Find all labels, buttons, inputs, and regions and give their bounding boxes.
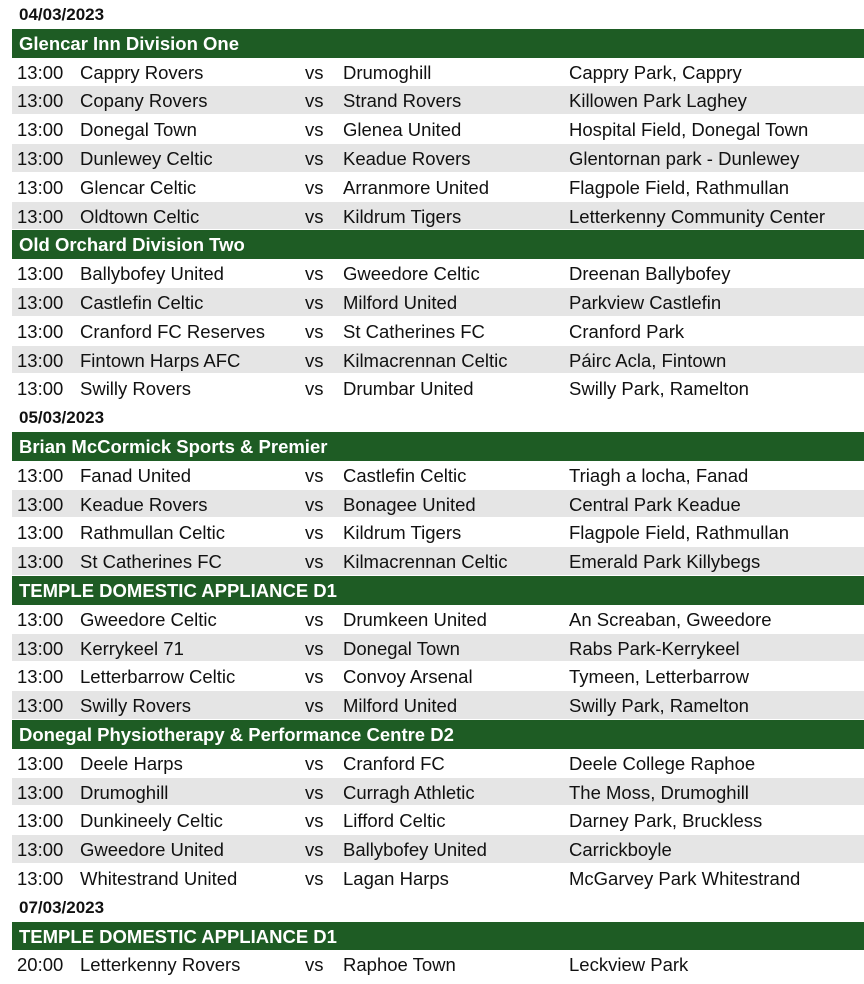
kickoff-time: 13:00: [17, 867, 64, 889]
away-team: Arranmore United: [343, 176, 490, 198]
division-heading: TEMPLE DOMESTIC APPLIANCE D1: [12, 576, 864, 605]
home-team: Castlefin Celtic: [80, 291, 204, 313]
versus-label: vs: [305, 493, 324, 515]
kickoff-time: 13:00: [17, 61, 64, 83]
kickoff-time: 13:00: [17, 320, 64, 342]
home-team: Letterbarrow Celtic: [80, 666, 236, 688]
away-team: St Catherines FC: [343, 320, 485, 342]
home-team: Cappry Rovers: [80, 61, 204, 83]
versus-label: vs: [305, 954, 324, 976]
fixture-row: [12, 518, 864, 547]
venue: Flagpole Field, Rathmullan: [569, 522, 790, 544]
away-team: Kildrum Tigers: [343, 205, 462, 227]
kickoff-time: 13:00: [17, 378, 64, 400]
home-team: Gweedore Celtic: [80, 608, 217, 630]
home-team: Swilly Rovers: [80, 695, 192, 717]
versus-label: vs: [305, 378, 324, 400]
versus-label: vs: [305, 61, 324, 83]
away-team: Milford United: [343, 695, 458, 717]
versus-label: vs: [305, 119, 324, 141]
away-team: Strand Rovers: [343, 90, 462, 112]
kickoff-time: 13:00: [17, 349, 64, 371]
venue: Darney Park, Bruckless: [569, 810, 763, 832]
venue: Central Park Keadue: [569, 493, 741, 515]
venue: Deele College Raphoe: [569, 752, 756, 774]
home-team: Cranford FC Reserves: [80, 320, 266, 342]
away-team: Drumbar United: [343, 378, 474, 400]
away-team: Kilmacrennan Celtic: [343, 551, 508, 573]
away-team: Drumoghill: [343, 61, 432, 83]
kickoff-time: 13:00: [17, 90, 64, 112]
division-heading: Donegal Physiotherapy & Performance Centre D2: [12, 720, 864, 749]
venue: Tymeen, Letterbarrow: [569, 666, 749, 688]
kickoff-time: 13:00: [17, 176, 64, 198]
away-team: Ballybofey United: [343, 839, 487, 861]
versus-label: vs: [305, 349, 324, 371]
away-team: Raphoe Town: [343, 954, 456, 976]
fixture-row: [12, 173, 864, 202]
versus-label: vs: [305, 464, 324, 486]
fixture-row: [12, 605, 864, 634]
fixture-row: [12, 374, 864, 403]
fixture-row: [12, 864, 864, 893]
versus-label: vs: [305, 752, 324, 774]
home-team: Swilly Rovers: [80, 378, 192, 400]
fixture-row: [12, 950, 864, 979]
away-team: Gweedore Celtic: [343, 263, 480, 285]
venue: Carrickboyle: [569, 839, 672, 861]
versus-label: vs: [305, 147, 324, 169]
kickoff-time: 13:00: [17, 781, 64, 803]
kickoff-time: 13:00: [17, 147, 64, 169]
home-team: Letterkenny Rovers: [80, 954, 241, 976]
kickoff-time: 13:00: [17, 637, 64, 659]
away-team: Donegal Town: [343, 637, 460, 659]
away-team: Cranford FC: [343, 752, 445, 774]
away-team: Convoy Arsenal: [343, 666, 473, 688]
away-team: Kilmacrennan Celtic: [343, 349, 508, 371]
kickoff-time: 13:00: [17, 551, 64, 573]
venue: Leckview Park: [569, 954, 689, 976]
fixture-row: [12, 288, 864, 317]
fixture-row: [12, 58, 864, 87]
venue: Páirc Acla, Fintown: [569, 349, 727, 371]
versus-label: vs: [305, 291, 324, 313]
versus-label: vs: [305, 695, 324, 717]
home-team: Donegal Town: [80, 119, 197, 141]
home-team: Dunlewey Celtic: [80, 147, 213, 169]
away-team: Bonagee United: [343, 493, 476, 515]
away-team: Lifford Celtic: [343, 810, 446, 832]
home-team: Whitestrand United: [80, 867, 238, 889]
versus-label: vs: [305, 781, 324, 803]
kickoff-time: 13:00: [17, 493, 64, 515]
home-team: Dunkineely Celtic: [80, 810, 223, 832]
venue: The Moss, Drumoghill: [569, 781, 749, 803]
fixture-row: [12, 691, 864, 720]
kickoff-time: 13:00: [17, 464, 64, 486]
venue: Cranford Park: [569, 320, 685, 342]
kickoff-time: 13:00: [17, 263, 64, 285]
versus-label: vs: [305, 90, 324, 112]
away-team: Milford United: [343, 291, 458, 313]
venue: Triagh a locha, Fanad: [569, 464, 749, 486]
venue: Dreenan Ballybofey: [569, 263, 731, 285]
away-team: Keadue Rovers: [343, 147, 471, 169]
home-team: Kerrykeel 71: [80, 637, 184, 659]
venue: Killowen Park Laghey: [569, 90, 747, 112]
home-team: Rathmullan Celtic: [80, 522, 225, 544]
home-team: Copany Rovers: [80, 90, 208, 112]
versus-label: vs: [305, 551, 324, 573]
versus-label: vs: [305, 522, 324, 544]
away-team: Drumkeen United: [343, 608, 487, 630]
division-heading: Brian McCormick Sports & Premier: [12, 432, 864, 461]
home-team: Ballybofey United: [80, 263, 224, 285]
date-heading: 07/03/2023: [0, 893, 864, 922]
venue: Parkview Castlefin: [569, 291, 722, 313]
division-heading: TEMPLE DOMESTIC APPLIANCE D1: [12, 922, 864, 951]
versus-label: vs: [305, 176, 324, 198]
venue: Swilly Park, Ramelton: [569, 695, 749, 717]
fixture-row: [12, 202, 864, 231]
versus-label: vs: [305, 637, 324, 659]
home-team: Deele Harps: [80, 752, 183, 774]
fixture-row: [12, 634, 864, 663]
venue: Glentornan park - Dunlewey: [569, 147, 800, 169]
venue: Letterkenny Community Center: [569, 205, 826, 227]
home-team: Fintown Harps AFC: [80, 349, 241, 371]
fixture-row: [12, 317, 864, 346]
kickoff-time: 13:00: [17, 522, 64, 544]
fixture-row: [12, 806, 864, 835]
kickoff-time: 13:00: [17, 205, 64, 227]
home-team: Drumoghill: [80, 781, 169, 803]
venue: Cappry Park, Cappry: [569, 61, 742, 83]
away-team: Lagan Harps: [343, 867, 449, 889]
kickoff-time: 13:00: [17, 839, 64, 861]
kickoff-time: 13:00: [17, 608, 64, 630]
venue: Rabs Park-Kerrykeel: [569, 637, 740, 659]
kickoff-time: 13:00: [17, 666, 64, 688]
fixture-row: [12, 259, 864, 288]
home-team: St Catherines FC: [80, 551, 222, 573]
fixture-row: [12, 835, 864, 864]
away-team: Glenea United: [343, 119, 462, 141]
home-team: Gweedore United: [80, 839, 224, 861]
versus-label: vs: [305, 263, 324, 285]
versus-label: vs: [305, 666, 324, 688]
date-heading: 05/03/2023: [0, 403, 864, 432]
fixture-row: [12, 144, 864, 173]
venue: Swilly Park, Ramelton: [569, 378, 749, 400]
home-team: Fanad United: [80, 464, 192, 486]
venue: Flagpole Field, Rathmullan: [569, 176, 790, 198]
fixture-row: [12, 86, 864, 115]
venue: An Screaban, Gweedore: [569, 608, 772, 630]
fixture-row: [12, 490, 864, 519]
venue: Hospital Field, Donegal Town: [569, 119, 809, 141]
date-heading: 04/03/2023: [0, 0, 864, 29]
division-heading: Glencar Inn Division One: [12, 29, 864, 58]
versus-label: vs: [305, 320, 324, 342]
away-team: Curragh Athletic: [343, 781, 475, 803]
versus-label: vs: [305, 608, 324, 630]
versus-label: vs: [305, 205, 324, 227]
home-team: Oldtown Celtic: [80, 205, 200, 227]
kickoff-time: 20:00: [17, 954, 64, 976]
venue: McGarvey Park Whitestrand: [569, 867, 801, 889]
fixture-row: [12, 547, 864, 576]
kickoff-time: 13:00: [17, 119, 64, 141]
versus-label: vs: [305, 867, 324, 889]
home-team: Keadue Rovers: [80, 493, 208, 515]
away-team: Castlefin Celtic: [343, 464, 467, 486]
kickoff-time: 13:00: [17, 695, 64, 717]
versus-label: vs: [305, 839, 324, 861]
division-heading: Old Orchard Division Two: [12, 230, 864, 259]
fixture-row: [12, 461, 864, 490]
kickoff-time: 13:00: [17, 291, 64, 313]
fixture-row: [12, 662, 864, 691]
home-team: Glencar Celtic: [80, 176, 197, 198]
kickoff-time: 13:00: [17, 810, 64, 832]
fixture-row: [12, 115, 864, 144]
away-team: Kildrum Tigers: [343, 522, 462, 544]
kickoff-time: 13:00: [17, 752, 64, 774]
fixture-row: [12, 778, 864, 807]
fixture-row: [12, 346, 864, 375]
fixture-row: [12, 749, 864, 778]
versus-label: vs: [305, 810, 324, 832]
venue: Emerald Park Killybegs: [569, 551, 761, 573]
